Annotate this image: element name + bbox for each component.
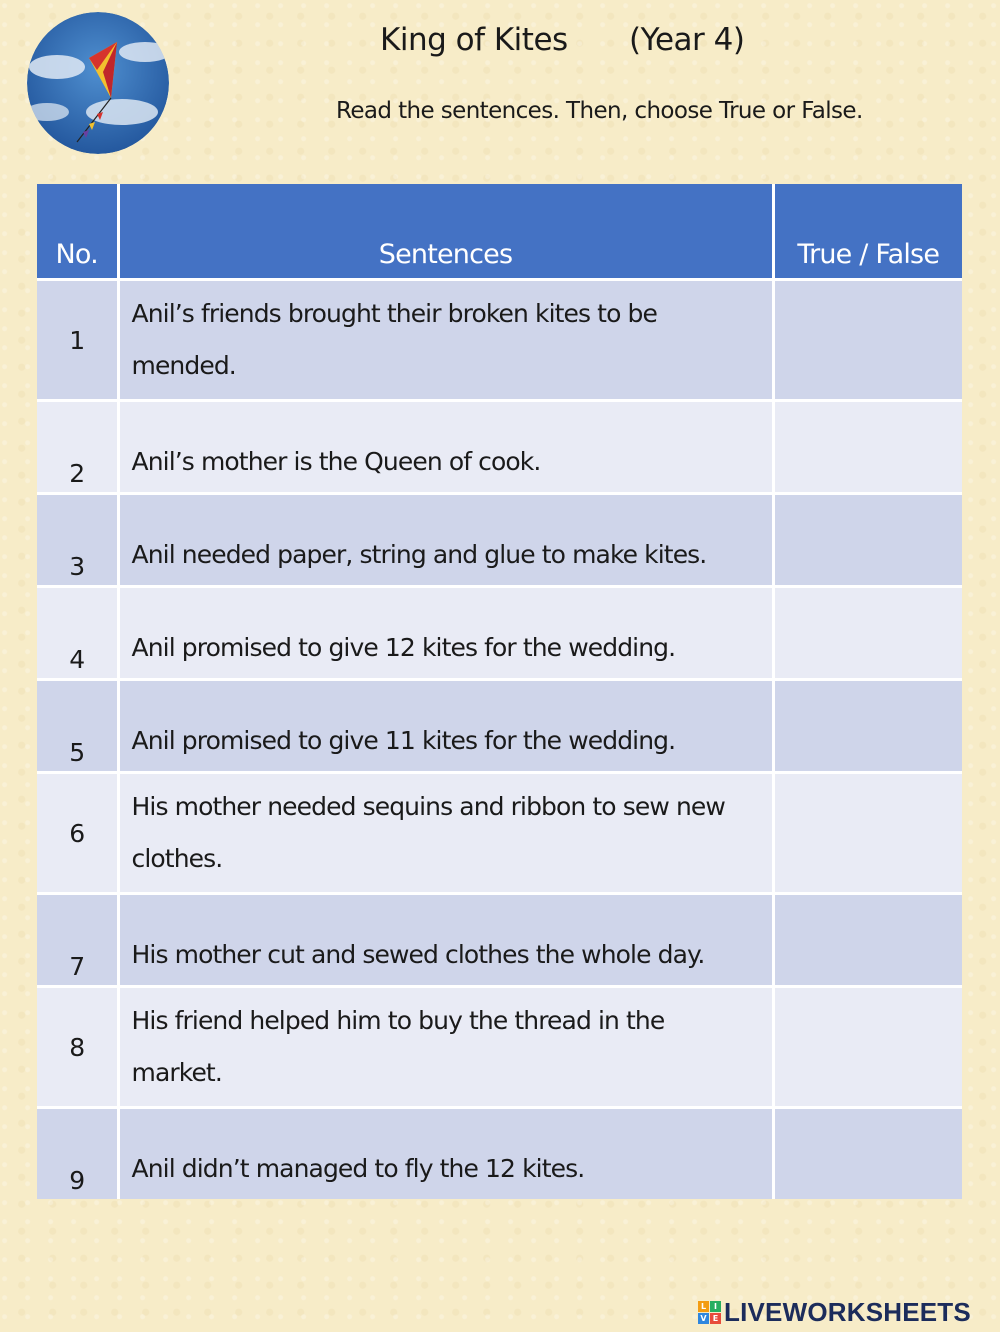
table-row bbox=[37, 401, 962, 494]
liveworksheets-watermark bbox=[698, 1296, 971, 1328]
table-row bbox=[37, 894, 962, 987]
row-number: 9 bbox=[37, 1108, 118, 1200]
header-sentences: Sentences bbox=[118, 184, 773, 280]
table-row bbox=[37, 680, 962, 773]
row-sentence: Anil promised to give 12 kites for the wedding. bbox=[118, 587, 773, 680]
table-row bbox=[37, 494, 962, 587]
row-number: 5 bbox=[37, 680, 118, 773]
logo-letter: I bbox=[710, 1301, 721, 1312]
answer-dropdown[interactable] bbox=[773, 587, 962, 680]
year-text: (Year 4) bbox=[629, 22, 745, 58]
kite-logo-icon bbox=[27, 12, 169, 154]
answer-dropdown[interactable] bbox=[773, 680, 962, 773]
answer-dropdown[interactable] bbox=[773, 1108, 962, 1200]
watermark-text: LIVEWORKSHEETS bbox=[724, 1296, 971, 1327]
row-sentence: His friend helped him to buy the thread in the market. bbox=[118, 987, 773, 1108]
table-row bbox=[37, 1108, 962, 1200]
liveworksheets-logo-icon bbox=[698, 1301, 721, 1324]
row-sentence: His mother needed sequins and ribbon to sew new clothes. bbox=[118, 773, 773, 894]
row-number: 6 bbox=[37, 773, 118, 894]
answer-dropdown[interactable] bbox=[773, 894, 962, 987]
row-sentence: Anil’s mother is the Queen of cook. bbox=[118, 401, 773, 494]
answer-dropdown[interactable] bbox=[773, 280, 962, 401]
title-text: King of Kites bbox=[380, 22, 568, 58]
answer-dropdown[interactable] bbox=[773, 987, 962, 1108]
logo-letter: V bbox=[698, 1313, 709, 1324]
row-number: 3 bbox=[37, 494, 118, 587]
instructions: Read the sentences. Then, choose True or False. bbox=[336, 98, 863, 124]
answer-dropdown[interactable] bbox=[773, 494, 962, 587]
row-sentence: Anil’s friends brought their broken kites to be mended. bbox=[118, 280, 773, 401]
row-number: 2 bbox=[37, 401, 118, 494]
row-number: 4 bbox=[37, 587, 118, 680]
table-header-row bbox=[37, 184, 962, 280]
answer-dropdown[interactable] bbox=[773, 401, 962, 494]
logo-letter: E bbox=[710, 1313, 721, 1324]
row-sentence: Anil didn’t managed to fly the 12 kites. bbox=[118, 1108, 773, 1200]
row-number: 8 bbox=[37, 987, 118, 1108]
true-false-table bbox=[37, 184, 962, 1199]
row-sentence: His mother cut and sewed clothes the whole day. bbox=[118, 894, 773, 987]
table-row bbox=[37, 773, 962, 894]
table-row bbox=[37, 987, 962, 1108]
row-sentence: Anil needed paper, string and glue to make kites. bbox=[118, 494, 773, 587]
row-number: 1 bbox=[37, 280, 118, 401]
logo-letter: L bbox=[698, 1301, 709, 1312]
header-true-false: True / False bbox=[773, 184, 962, 280]
worksheet-title bbox=[380, 22, 744, 58]
answer-dropdown[interactable] bbox=[773, 773, 962, 894]
table-row bbox=[37, 587, 962, 680]
row-sentence: Anil promised to give 11 kites for the wedding. bbox=[118, 680, 773, 773]
header-no: No. bbox=[37, 184, 118, 280]
table-row bbox=[37, 280, 962, 401]
row-number: 7 bbox=[37, 894, 118, 987]
